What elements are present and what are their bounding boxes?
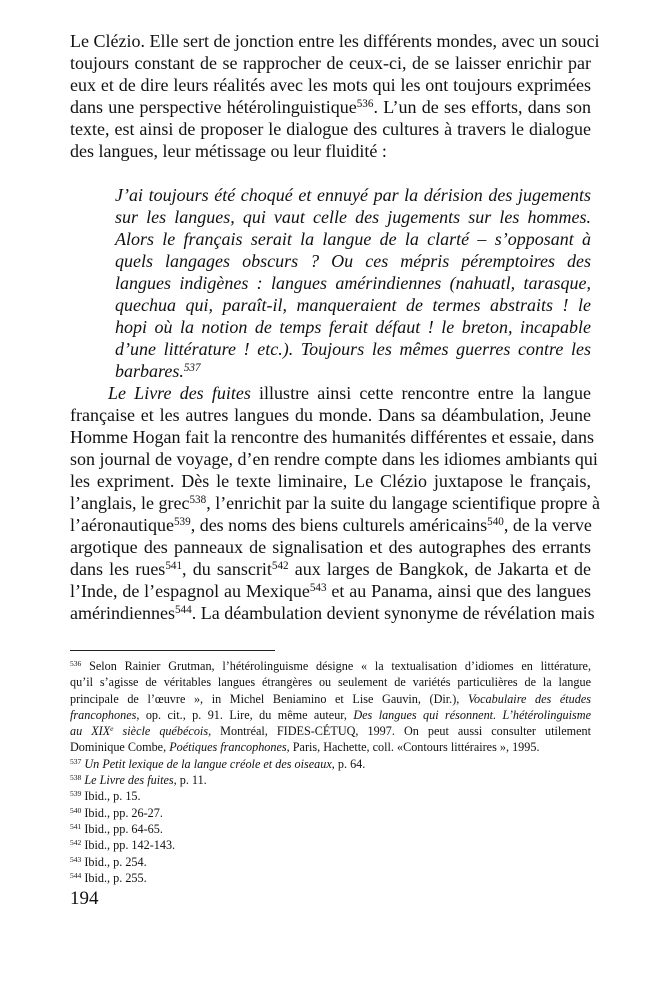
text-line (70, 140, 591, 162)
footnote-ref: 537 (183, 361, 201, 374)
text-line (70, 536, 591, 558)
text-run: Alors le français serait la langue de la clarté – s’opposant à (115, 229, 591, 249)
text-line (70, 382, 591, 404)
text-line (70, 558, 591, 580)
text-run: l’Inde, de l’espagnol au Mexique (70, 581, 310, 601)
italic-text: francophones (70, 707, 137, 722)
text-run: l’anglais, le grec (70, 493, 190, 513)
footnote-ref: 544 (174, 603, 192, 616)
text-run: . L’un de ses efforts, dans son (373, 97, 591, 117)
text-run: Ibid., pp. 142-143. (81, 838, 176, 853)
text-line (115, 272, 591, 294)
text-line (70, 602, 595, 624)
text-run: dans une perspective hétérolinguistique (70, 97, 357, 117)
page-number: 194 (70, 888, 99, 909)
text-run: les expriment. Dès le texte liminaire, Le Clézio juxtapose le français, (70, 471, 591, 491)
text-line (70, 74, 591, 96)
text-run: Ibid., p. 254. (81, 854, 147, 869)
italic-text: siècle québécois (113, 724, 209, 739)
text-run: texte, est ainsi de proposer le dialogue des cultures à travers le dialogue (70, 119, 591, 139)
text-line (70, 96, 591, 118)
italic-text: Le Livre des fuites (84, 773, 174, 788)
footnote-ref: 538 (189, 493, 207, 506)
footnote-ref: 540 (70, 805, 82, 815)
text-run: dans les rues (70, 559, 166, 579)
italic-text: Des langues qui résonnent. L’hétérolinguisme (353, 707, 591, 722)
text-run: Dominique Combe, (70, 740, 170, 755)
text-line (70, 837, 591, 853)
text-line (115, 250, 591, 272)
paragraph-livre-des-fuites (70, 382, 601, 624)
text-run: quels langages obscurs ? Ou ces mépris péremptoires des (115, 251, 591, 271)
footnote-ref: 541 (165, 559, 183, 572)
footnote-ref: 543 (309, 581, 327, 594)
footnote-ref: 544 (70, 870, 82, 880)
footnote-ref: 537 (70, 756, 82, 766)
text-run: eux et de dire leurs réalités avec les mots qui les ont toujours exprimées (70, 75, 591, 95)
text-line (70, 854, 591, 870)
text-run: , des noms des biens culturels américains (190, 515, 488, 535)
text-run: principale de l’œuvre », in Michel Beniamino et Lise Gauvin, (Dir.), (70, 691, 468, 706)
text-line (70, 492, 601, 514)
text-run: Ibid., pp. 26-27. (81, 805, 163, 820)
text-line (70, 739, 591, 755)
text-line (70, 821, 591, 837)
text-line (70, 426, 594, 448)
italic-text: Vocabulaire des études (467, 691, 591, 706)
italic-text: au XIX (70, 724, 111, 739)
block-quote (115, 184, 591, 382)
text-run: argotique des panneaux de signalisation et des autographes des errants (70, 537, 591, 557)
text-line (70, 580, 591, 602)
text-run: Ibid., pp. 64-65. (81, 821, 163, 836)
text-run: , Montréal, FIDES-CÉTUQ, 1997. On peut aussi consulter utilement (208, 724, 592, 739)
text-run: barbares. (115, 361, 184, 381)
text-run: , l’enrichit par la suite du langage scientifique propre à (206, 493, 601, 513)
footnote-ref: 543 (70, 854, 82, 864)
text-run: langues indigènes : langues amérindiennes (nahuatl, tarasque, (115, 273, 591, 293)
text-run: aux larges de Bangkok, de Jakarta et de (288, 559, 591, 579)
footnote-ref: 536 (356, 97, 374, 110)
text-line (70, 772, 591, 788)
text-run: , Paris, Hachette, coll. «Contours littéraires », 1995. (286, 740, 540, 755)
text-run: et au Panama, ainsi que des langues (326, 581, 591, 601)
footnote-ref: 536 (70, 658, 82, 668)
text-line (70, 30, 600, 52)
text-line (115, 184, 591, 206)
text-run: Le Clézio. Elle sert de jonction entre les différents mondes, avec un souci (70, 31, 600, 51)
text-run: l’aéronautique (70, 515, 174, 535)
text-line (115, 316, 591, 338)
text-line (70, 870, 591, 886)
text-run: J’ai toujours été choqué et ennuyé par la dérision des jugements (115, 185, 591, 205)
text-run: Homme Hogan fait la rencontre des humanités différentes et essaie, dans (70, 427, 594, 447)
text-run: sur les langues, qui vaut celle des jugements sur les hommes. (115, 207, 591, 227)
italic-text: Le Livre des fuites (108, 383, 251, 403)
text-line (115, 338, 591, 360)
text-line (115, 360, 591, 382)
text-line (115, 206, 591, 228)
text-run: , p. 11. (173, 773, 207, 788)
text-line (70, 470, 591, 492)
text-run: , du sanscrit (182, 559, 272, 579)
text-run: amérindiennes (70, 603, 175, 623)
text-line (70, 756, 591, 772)
text-line (70, 658, 591, 674)
text-run: Ibid., p. 15. (81, 789, 141, 804)
footnote-ref: 539 (173, 515, 191, 528)
text-run: quechua qui, paraît-il, manqueraient de termes abstraits ! le (115, 295, 591, 315)
text-line (115, 228, 591, 250)
text-line (70, 52, 591, 74)
paragraph-intro (70, 30, 600, 162)
footnote-ref: 542 (70, 838, 82, 848)
text-run: e (110, 724, 114, 734)
text-line (70, 707, 591, 723)
footnote-ref: 538 (70, 772, 82, 782)
text-run: , op. cit., p. 91. Lire, du même auteur, (136, 707, 354, 722)
footnote-separator (70, 650, 275, 651)
footnote-ref: 542 (271, 559, 289, 572)
text-line (115, 294, 591, 316)
text-line (70, 118, 591, 140)
text-run: , de la verve (503, 515, 592, 535)
text-run: hopi où la notion de temps ferait défaut ! le breton, incapable (115, 317, 591, 337)
text-run: d’une littérature ! etc.). Toujours les mêmes guerres contre les (115, 339, 591, 359)
text-run: française et les autres langues du monde. Dans sa déambulation, Jeune (70, 405, 591, 425)
text-line (70, 674, 591, 690)
footnote-ref: 540 (487, 515, 504, 528)
text-run: qu’il s’agisse de véritables langues étrangères ou seulement de variétés particulières de la langue (70, 675, 591, 690)
text-line (70, 514, 591, 536)
text-run: son journal de voyage, d’en rendre compte dans les idiomes ambiants qui (70, 449, 598, 469)
text-run: toujours constant de se rapprocher de ceux-ci, de se laisser enrichir par (70, 53, 591, 73)
text-run: , p. 64. (331, 756, 366, 771)
text-run: des langues, leur métissage ou leur fluidité : (70, 141, 387, 161)
footnotes (70, 658, 591, 886)
text-run: Ibid., p. 255. (81, 870, 147, 885)
text-line (70, 404, 591, 426)
text-line (70, 448, 598, 470)
text-line (70, 723, 591, 739)
text-run: . La déambulation devient synonyme de révélation mais (191, 603, 595, 623)
footnote-ref: 541 (70, 821, 82, 831)
text-line (70, 805, 591, 821)
text-line (70, 691, 591, 707)
italic-text: Poétiques francophones (169, 740, 287, 755)
text-line (70, 788, 591, 804)
text-run: Selon Rainier Grutman, l’hétérolinguisme désigne « la textualisation d’idiomes en littérature, (81, 659, 591, 673)
footnote-ref: 539 (70, 789, 82, 799)
italic-text: Un Petit lexique de la langue créole et des oiseaux (84, 756, 332, 771)
text-run: illustre ainsi cette rencontre entre la langue (250, 383, 592, 403)
